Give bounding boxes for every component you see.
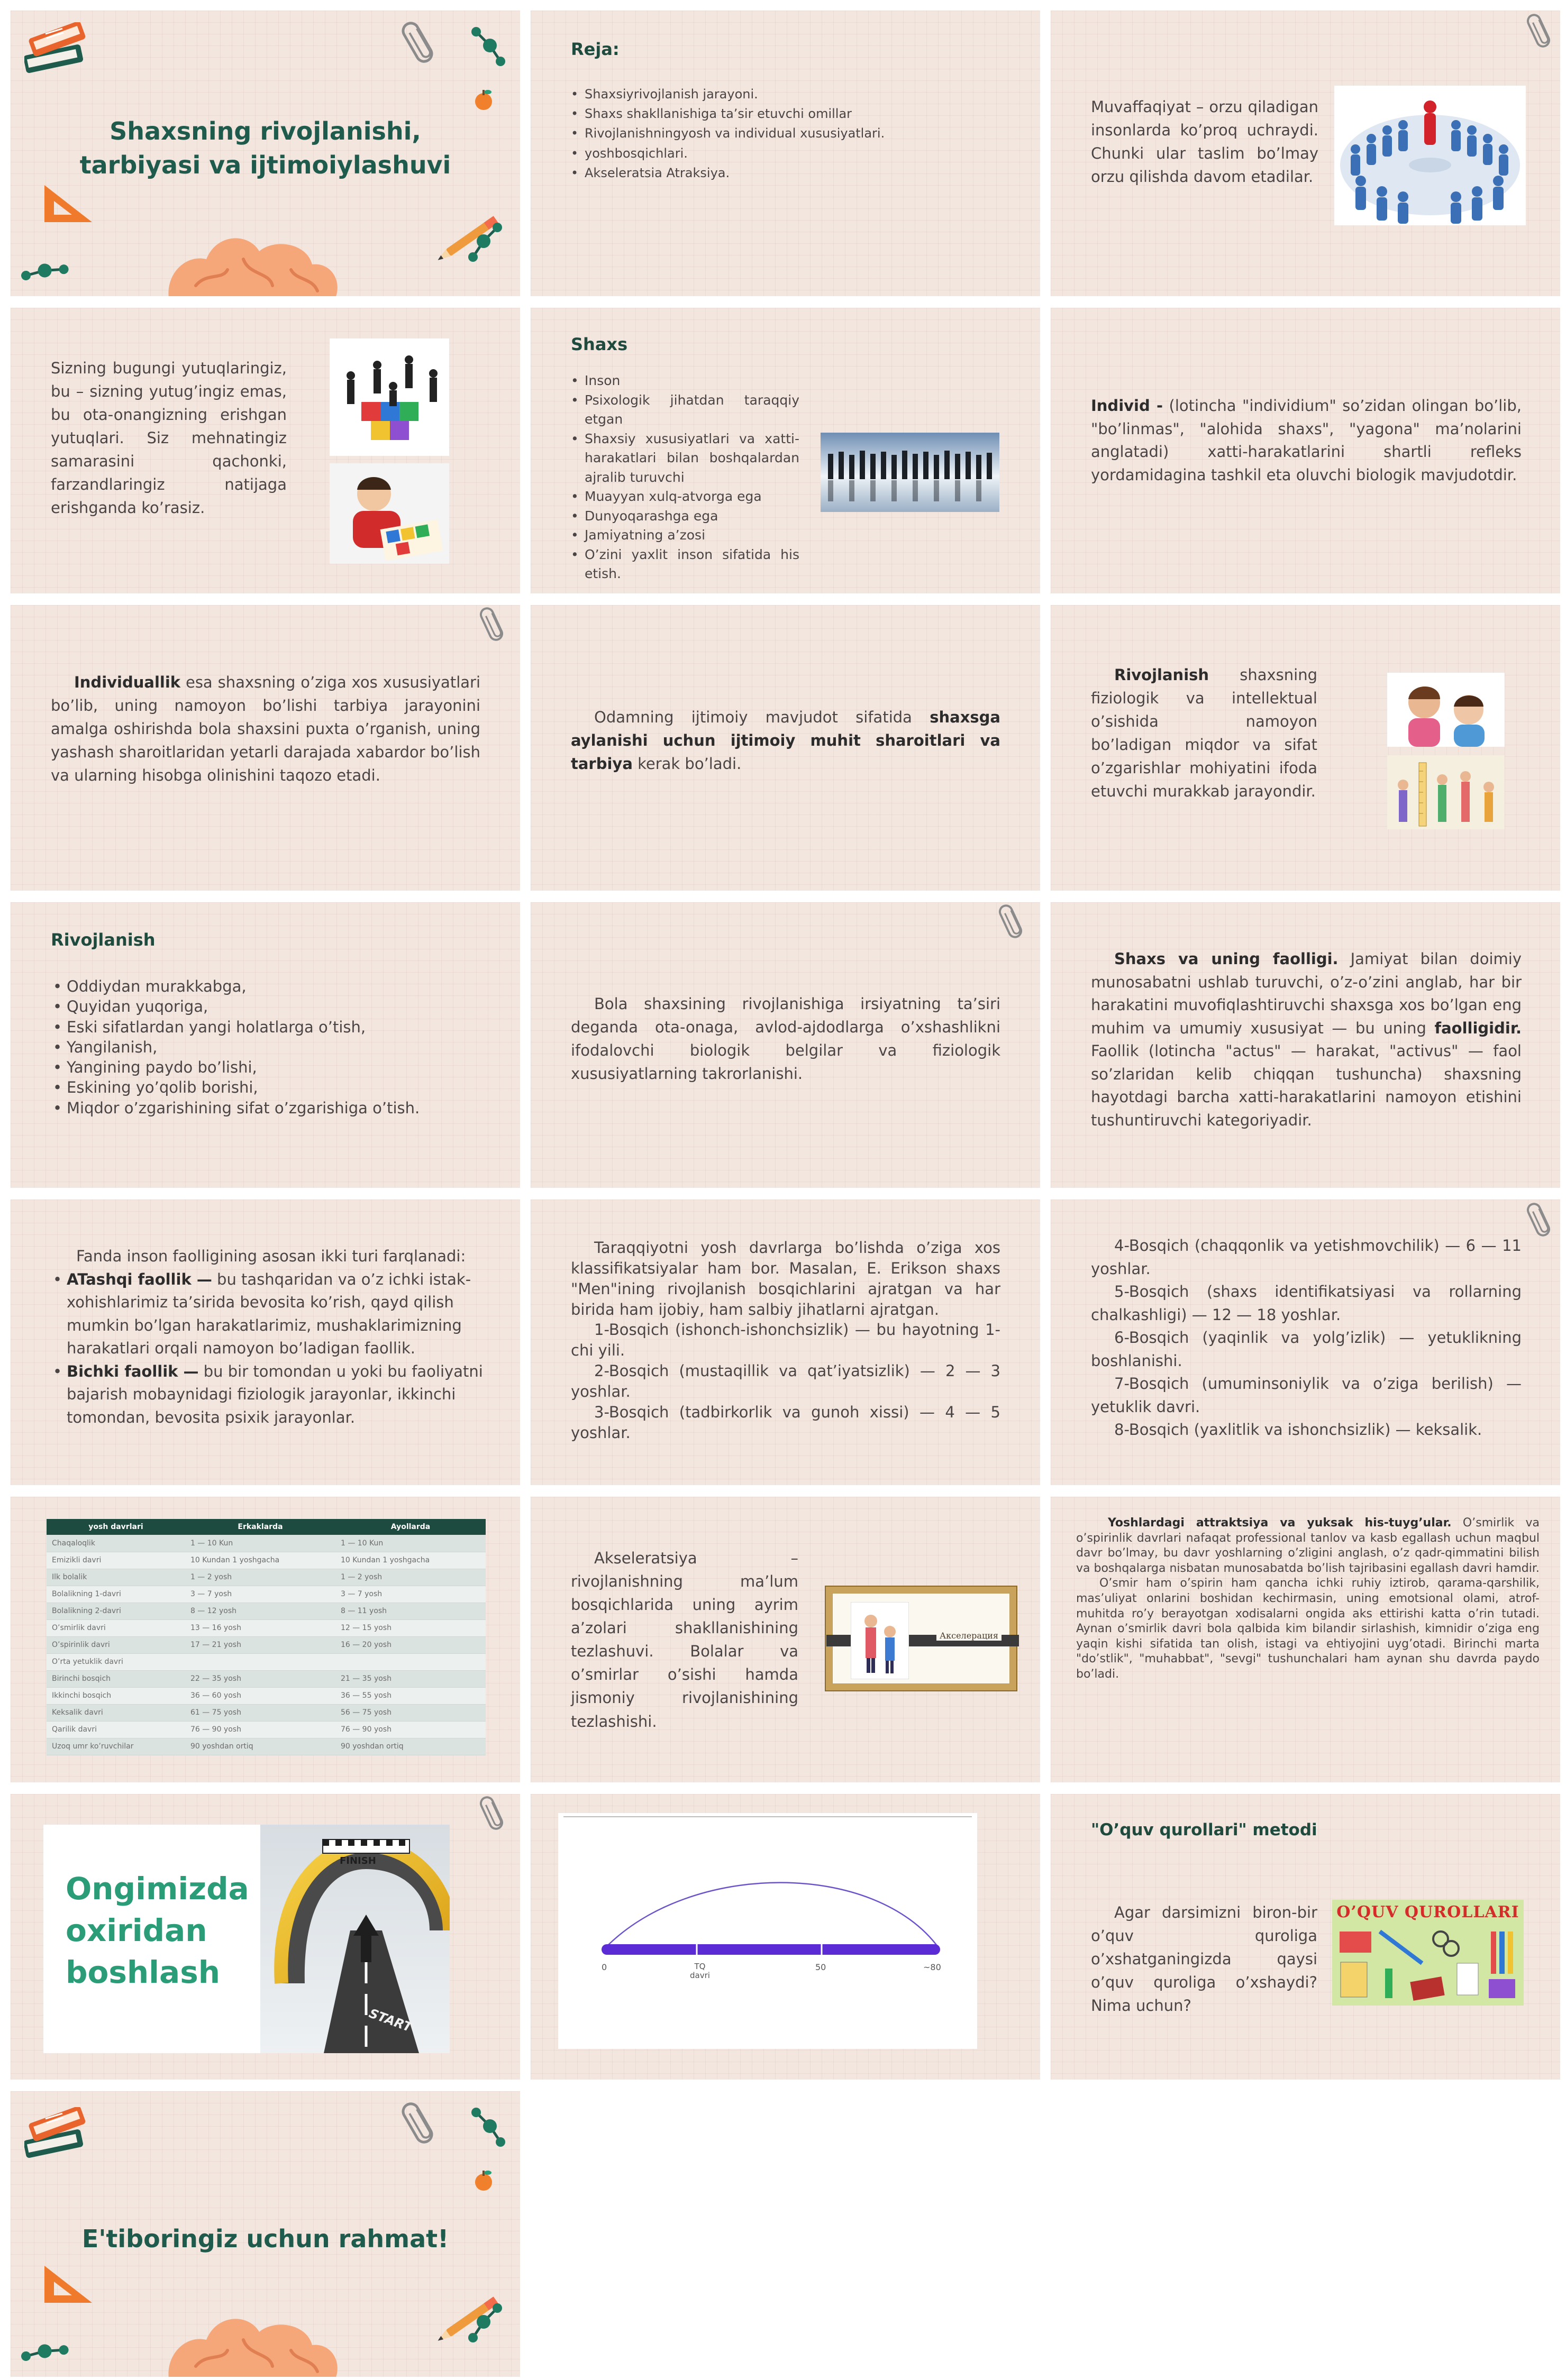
growth-illustration xyxy=(1387,755,1505,829)
ruler-icon xyxy=(44,185,97,227)
shaxs-item: • Dunyoqarashga ega xyxy=(571,507,799,526)
timeline-label: TQ davri xyxy=(690,1962,710,1980)
molecule-icon xyxy=(21,2324,74,2377)
timeline-label: 0 xyxy=(602,1962,607,1972)
attraction-text-1: O’smirlik va o’spirinlik davrlari nafaqat professional tanlov va kasb egallash uchun maqbul davr bo’lmay, bu davr yoshlarning o’zligini anglash, o’z qadr-qimmatini bilish va boshqalarga nisbatan munosabatda bo’lish tajribasini egallash davri hamdir. xyxy=(1076,1516,1540,1575)
rivojlanish-item: • Yangilanish, xyxy=(53,1037,487,1057)
silhouettes-illustration xyxy=(821,433,999,512)
table-row xyxy=(47,1569,486,1586)
rivojlanish-def-text xyxy=(1091,663,1317,803)
individuallik-term: Individuallik xyxy=(74,673,181,691)
books-icon xyxy=(24,2107,98,2165)
table-cell: 1 — 10 Kun xyxy=(335,1535,486,1552)
slide-shaxs xyxy=(531,308,1040,593)
table-cell: 36 — 55 yosh xyxy=(335,1687,486,1704)
activity-type-item xyxy=(53,1268,487,1360)
heredity-text: Bola shaxsining rivojlanishiga irsiyatning ta’siri deganda ota-onaga, avlod-ajdodlarga o’xshashlikni ifodalovchi biologik belgilar va fiziologik xususiyatlarning takrorlanishi. xyxy=(571,995,1000,1083)
erikson-paragraph: 6-Bosqich (yaqinlik va yolg’izlik) — yetuklikning boshlanishi. xyxy=(1091,1329,1522,1370)
road-illustration xyxy=(260,1825,450,2053)
slide-erikson-2 xyxy=(1051,1200,1560,1485)
rivojlanish-list xyxy=(53,976,487,1118)
individ-text xyxy=(1091,395,1522,487)
paperclip-icon xyxy=(1524,1201,1552,1239)
erikson-paragraph: 8-Bosqich (yaxlitlik va ishonchsizlik) — keksalik. xyxy=(1114,1421,1482,1439)
title-line-1: Shaxsning rivojlanishi, xyxy=(110,117,421,145)
table-cell: 61 — 75 yosh xyxy=(185,1704,335,1721)
table-cell: 10 Kundan 1 yoshgacha xyxy=(335,1552,486,1569)
table-cell: 13 — 16 yosh xyxy=(185,1619,335,1636)
slide-study-tools xyxy=(1051,1794,1560,2080)
slide-begin-with-end xyxy=(11,1794,520,2080)
timeline-label: 50 xyxy=(815,1962,826,1972)
table-cell: 1 — 2 yosh xyxy=(185,1569,335,1586)
table-cell: O’spirinlik davri xyxy=(47,1636,185,1653)
children-image xyxy=(1387,673,1505,747)
acceleration-frame-label: Акселерация xyxy=(936,1631,1001,1641)
puzzle-illustration xyxy=(330,338,449,456)
molecule-icon xyxy=(21,243,74,296)
motto-line: boshlash xyxy=(66,1954,221,1990)
rivojlanish-item: • Miqdor o’zgarishining sifat o’zgarishiga o’tish. xyxy=(53,1098,487,1118)
motto-line: oxiridan xyxy=(66,1912,207,1948)
frame-inner xyxy=(832,1593,1010,1684)
rivojlanish-item: • Eski sifatlardan yangi holatlarga o’tish, xyxy=(53,1017,487,1037)
molecule-icon xyxy=(460,217,513,275)
table-cell: 10 Kundan 1 yoshgacha xyxy=(185,1552,335,1569)
finish-label: FINISH xyxy=(340,1855,376,1866)
motto-line: Ongimizda xyxy=(66,1871,249,1907)
activity-type-item xyxy=(53,1360,487,1430)
shaxs-heading: Shaxs xyxy=(571,334,628,354)
attraction-title: Yoshlardagi attraktsiya va yuksak his-tuyg’ular. xyxy=(1108,1516,1452,1530)
erikson-paragraph: 7-Bosqich (umuminsoniylik va o’ziga berilish) — yetuklik davri. xyxy=(1091,1375,1522,1416)
table-cell xyxy=(185,1653,335,1670)
shaxs-item: • Shaxsiy xususiyatlari va xatti-harakatlari bilan boshqalardan ajralib turuvchi xyxy=(571,429,799,488)
table-cell: 1 — 2 yosh xyxy=(335,1569,486,1586)
plan-item: • Shaxsiyrivojlanish jarayoni. xyxy=(571,85,1005,104)
shaxs-list xyxy=(571,371,799,584)
erikson-paragraph: 1-Bosqich (ishonch-ishonchsizlik) — bu hayotning 1-chi yili. xyxy=(571,1321,1000,1360)
paperclip-icon xyxy=(996,902,1024,940)
paperclip-icon xyxy=(398,2099,436,2147)
slide-timeline xyxy=(531,1794,1040,2080)
activity-types-text xyxy=(53,1245,487,1429)
rivojlanish-term: Rivojlanish xyxy=(1114,666,1209,684)
books-icon xyxy=(24,22,98,80)
success-text: Muvaffaqiyat – orzu qiladigan insonlarda ko’proq uchraydi. Chunki ular taslim bo’lmay orzu qilishda davom etadilar. xyxy=(1091,98,1318,186)
table-cell: 17 — 21 yosh xyxy=(185,1636,335,1653)
table-cell: 90 yoshdan ortiq xyxy=(185,1738,335,1755)
erikson-paragraph: 2-Bosqich (mustaqillik va qat’iyatsizlik) — 2 — 3 yoshlar. xyxy=(571,1362,1000,1401)
timeline-bar xyxy=(602,1944,940,1955)
age-table-container xyxy=(47,1519,486,1755)
table-cell: 12 — 15 yosh xyxy=(335,1619,486,1636)
presentation-title xyxy=(11,114,520,182)
slide-achievements xyxy=(11,308,520,593)
acceleration-frame xyxy=(825,1586,1017,1691)
slide-social-being xyxy=(531,605,1040,891)
molecule-icon xyxy=(466,21,513,74)
table-cell: 1 — 10 Kun xyxy=(185,1535,335,1552)
individ-definition: (lotincha "individium" so’zidan olingan bo’lib, "bo’linmas", "alohida shaxs", "yagona" ma’nolarini anglatadi) xatti-harakatlarini shartli refleks yordamidagina tashkil eta oluvchi biologik mavjudotdir. xyxy=(1091,397,1522,484)
table-cell: 76 — 90 yosh xyxy=(185,1721,335,1738)
study-tools-question: Agar darsimizni biron-bir o’quv quroliga o’xshatganingizda qaysi o’quv quroliga o’xshaydi? Nima uchun? xyxy=(1091,1903,1317,2015)
table-cell: 8 — 12 yosh xyxy=(185,1603,335,1619)
table-header: Ayollarda xyxy=(335,1519,486,1535)
table-row xyxy=(47,1738,486,1755)
paperclip-icon xyxy=(477,1794,505,1832)
table-cell: 16 — 20 yosh xyxy=(335,1636,486,1653)
table-cell: Qarilik davri xyxy=(47,1721,185,1738)
table-cell: Keksalik davri xyxy=(47,1704,185,1721)
table-cell: Chaqaloqlik xyxy=(47,1535,185,1552)
rivojlanish-heading: Rivojlanish xyxy=(51,930,156,950)
rivojlanish-definition: shaxsning fiziologik va intellektual o’sishida namoyon bo’ladigan miqdor va sifat o’zgarishlar mohiyatini ifoda etuvchi murakkab jarayondir. xyxy=(1091,666,1317,801)
table-header: yosh davrlari xyxy=(47,1519,185,1535)
slide-activity-types xyxy=(11,1200,520,1485)
table-cell: Bolalikning 2-davri xyxy=(47,1603,185,1619)
table-cell xyxy=(335,1653,486,1670)
slide-individuallik xyxy=(11,605,520,891)
activity-text-part1: Jamiyat bilan doimiy munosabatni ushlab turuvchi, o’z-o’zini anglab, har bir harakatini muvofiqlashtiruvchi shaxsga xos bo’lgan eng muhim va umumiy xususiyat — bu uning xyxy=(1091,950,1522,1037)
erikson-paragraph: 4-Bosqich (chaqqonlik va yetishmovchilik) — 6 — 11 yoshlar. xyxy=(1091,1237,1522,1278)
table-cell: Bolalikning 1-davri xyxy=(47,1586,185,1603)
activity-types-intro: Fanda inson faolligining asosan ikki turi farqlanadi: xyxy=(76,1247,466,1265)
internal-activity-term: Bichki faollik — xyxy=(67,1362,199,1380)
timeline-card xyxy=(558,1813,977,2049)
external-activity-term: ATashqi faollik — xyxy=(67,1270,212,1288)
age-periods-table xyxy=(47,1519,486,1755)
slide-title xyxy=(11,11,520,296)
slide-individ xyxy=(1051,308,1560,593)
erikson-paragraph: Taraqqiyotni yosh davrlarga bo’lishda o’ziga xos klassifikatsiyalar ham bor. Masalan, E. Erikson shaxs "Men"ining rivojlanish bosqichlarini ajratgan va har birida ham ijobiy, ham salbiy jihatlarni ajratgan. xyxy=(571,1239,1000,1319)
plan-item: • Rivojlanishningyosh va individual xususiyatlari. xyxy=(571,124,1005,143)
slide-attraction xyxy=(1051,1497,1560,1782)
social-being-bold: shaxsga aylanishi uchun ijtimoiy muhit sharoitlari va tarbiya xyxy=(571,708,1000,773)
slide-age-table xyxy=(11,1497,520,1782)
individ-term: Individ - xyxy=(1091,397,1163,415)
thanks-title: E'tiboringiz uchun rahmat! xyxy=(81,2225,449,2253)
height-growth-image xyxy=(1387,755,1505,829)
slide-thanks xyxy=(11,2091,520,2377)
study-tools-image xyxy=(1332,1900,1524,2006)
table-cell: Uzoq umr ko’ruvchilar xyxy=(47,1738,185,1755)
slide-success xyxy=(1051,11,1560,296)
table-cell: 90 yoshdan ortiq xyxy=(335,1738,486,1755)
ruler-icon xyxy=(44,2266,97,2308)
apple-icon xyxy=(475,2171,496,2192)
crowd-image xyxy=(1334,86,1526,225)
slide-acceleration xyxy=(531,1497,1040,1782)
table-cell: O’rta yetuklik davri xyxy=(47,1653,185,1670)
begin-with-end-text xyxy=(66,1868,249,1993)
table-cell: 36 — 60 yosh xyxy=(185,1687,335,1704)
life-arc xyxy=(605,1883,939,1949)
social-being-text xyxy=(571,706,1000,775)
rivojlanish-item: • Quyidan yuqoriga, xyxy=(53,996,487,1017)
erikson-paragraph: 3-Bosqich (tadbirkorlik va gunoh xissi) — 4 — 5 yoshlar. xyxy=(571,1403,1000,1442)
plan-list xyxy=(571,85,1005,183)
table-cell: Emizikli davri xyxy=(47,1552,185,1569)
table-row xyxy=(47,1535,486,1552)
attraction-paragraph xyxy=(1076,1516,1540,1576)
start-label: START xyxy=(367,2006,414,2035)
boy-girl-picture xyxy=(851,1602,909,1679)
crowd-illustration xyxy=(1334,86,1526,225)
attraction-paragraph: O’smir ham o’spirin ham qancha ichki ruhiy iztirob, qarama-qarshilik, mas’uliyat onlarini boshidan kechirmasin, uning emotsional olami, atrof-muhitda ro’y berayotgan xodisalarni ongida aks ettirishi katta o’rin tutadi. Aynan o’smirlik davri bola qalbida kim bilandir sirlashish, kimnidir o’ziga eng yaqin kishi sifatida tan olish, istagi va ehtiyojini uyg’otadi. Birinchi marta "do’stlik", "muhabbat", "sevgi" tushunchalari ham aynan shu davrda paydo bo’ladi. xyxy=(1076,1577,1540,1681)
paperclip-icon xyxy=(477,605,505,643)
shaxs-item: • Muayyan xulq-atvorga ega xyxy=(571,487,799,507)
table-row xyxy=(47,1653,486,1670)
attraction-text xyxy=(1076,1516,1540,1682)
title-line-2: tarbiyasi va ijtimoiylashuvi xyxy=(79,151,451,180)
erikson-stages-2 xyxy=(1091,1234,1522,1442)
brain-icon xyxy=(164,222,344,296)
slide-activity xyxy=(1051,902,1560,1188)
social-being-post: kerak bo’ladi. xyxy=(632,755,742,773)
molecule-icon xyxy=(466,2102,513,2155)
table-cell: 76 — 90 yosh xyxy=(335,1721,486,1738)
table-row xyxy=(47,1586,486,1603)
table-cell: Ikkinchi bosqich xyxy=(47,1687,185,1704)
table-cell: Birinchi bosqich xyxy=(47,1670,185,1687)
table-cell: 3 — 7 yosh xyxy=(185,1586,335,1603)
table-cell: O’smirlik davri xyxy=(47,1619,185,1636)
table-row xyxy=(47,1619,486,1636)
child-illustration xyxy=(330,463,449,564)
table-cell: 21 — 35 yosh xyxy=(335,1670,486,1687)
child-puzzle-image xyxy=(330,463,449,564)
puzzle-people-image xyxy=(330,338,449,456)
slide-erikson-1 xyxy=(531,1200,1040,1485)
plan-heading: Reja: xyxy=(571,39,620,59)
study-tools-heading: "O’quv qurollari" metodi xyxy=(1091,1820,1317,1839)
silhouettes-image xyxy=(821,433,999,512)
table-row xyxy=(47,1687,486,1704)
activity-text xyxy=(1091,948,1522,1132)
activity-types-list xyxy=(53,1268,487,1430)
shaxs-item: • Psixologik jihatdan taraqqiy etgan xyxy=(571,391,799,429)
individuallik-text xyxy=(51,671,480,787)
children-illustration xyxy=(1387,673,1505,747)
table-row xyxy=(47,1636,486,1653)
brain-icon xyxy=(164,2303,344,2377)
table-cell: 22 — 35 yosh xyxy=(185,1670,335,1687)
timeline-label: ~80 xyxy=(923,1962,941,1972)
rivojlanish-item: • Eskining yo’qolib borishi, xyxy=(53,1077,487,1097)
plan-item: • yoshbosqichlari. xyxy=(571,144,1005,163)
begin-with-end-card xyxy=(43,1825,450,2053)
study-tools-illustration xyxy=(1332,1900,1524,2006)
shaxs-item: • Jamiyatning a’zosi xyxy=(571,526,799,545)
shaxs-item: • Inson xyxy=(571,371,799,391)
plan-item: • Shaxs shakllanishiga ta’sir etuvchi omillar xyxy=(571,104,1005,124)
slide-heredity xyxy=(531,902,1040,1188)
internal-activity-text: bu bir tomondan u yoki bu faoliyatni bajarish mobaynidagi fiziologik jarayonlar, ikkinchi tomondan, bevosita psixik jarayonlar. xyxy=(67,1362,483,1426)
table-body xyxy=(47,1535,486,1755)
social-being-pre: Odamning ijtimoiy mavjudot sifatida xyxy=(594,708,930,726)
table-row xyxy=(47,1603,486,1619)
table-row xyxy=(47,1704,486,1721)
slide-rivojlanish-def xyxy=(1051,605,1560,891)
table-row xyxy=(47,1552,486,1569)
rivojlanish-item: • Yangining paydo bo’lishi, xyxy=(53,1057,487,1077)
paperclip-icon xyxy=(1524,12,1552,50)
rivojlanish-item: • Oddiydan murakkabga, xyxy=(53,976,487,996)
apple-icon xyxy=(475,90,496,111)
slide-plan xyxy=(531,11,1040,296)
study-tools-image-title: O’QUV QUROLLARI xyxy=(1336,1903,1519,1921)
erikson-stages-1 xyxy=(571,1238,1000,1443)
table-row xyxy=(47,1670,486,1687)
achievements-text: Sizning bugungi yutuqlaringiz, bu – sizning yutug’ingiz emas, bu ota-onangizning erishgan yutuqlari. Siz mehnatingiz samarasini qachonki, farzandlaringiz natijaga erishganda ko’rasiz. xyxy=(51,359,287,517)
timeline-diagram xyxy=(558,1813,977,2049)
shaxs-item: • O’zini yaxlit inson sifatida his etish. xyxy=(571,545,799,584)
individuallik-definition: esa shaxsning o’ziga xos xususiyatlari bo’lib, uning namoyon bo’lishi tarbiya jarayonini amalga oshirishda bola shaxsini puxta o’rganish, uning yashash sharoitlaridan yetarli darajada xabardor bo’lish va ularning hisobga olinishini taqozo etadi. xyxy=(51,673,480,785)
table-row xyxy=(47,1721,486,1738)
plan-item: • Akseleratsia Atraksiya. xyxy=(571,163,1005,183)
activity-term: faolligidir. xyxy=(1434,1019,1522,1037)
table-cell: 8 — 11 yosh xyxy=(335,1603,486,1619)
table-header: Erkaklarda xyxy=(185,1519,335,1535)
table-cell: Ilk bolalik xyxy=(47,1569,185,1586)
paperclip-icon xyxy=(398,19,436,66)
table-cell: 3 — 7 yosh xyxy=(335,1586,486,1603)
external-activity-text: bu tashqaridan va o’z ichki istak-xohishlarimiz ta’sirida bevosita ko’rish, qayd qilish mumkin bo’lgan harakatlarimiz, mushaklarimizning harakatlari orqali namoyon bo’ladigan faollik. xyxy=(67,1270,471,1357)
activity-text-part2: Faollik (lotincha "actus" — harakat, "activus" — faol so’zlaridan kelib chiqqan tushuncha) shaxsning hayotdagi barcha xatti-harakatlarini namoyon etishini tushuntiruvchi kategoriyadir. xyxy=(1091,1042,1522,1129)
slide-rivojlanish-list xyxy=(11,902,520,1188)
table-cell: 56 — 75 yosh xyxy=(335,1704,486,1721)
acceleration-text: Akseleratsiya – rivojlanishning ma’lum bosqichlarida uning ayrim a’zolari shakllanishining tezlashuvi. Bolalar va o’smirlar o’sishi hamda jismoniy rivojlanishining tezlashishi. xyxy=(571,1549,798,1731)
molecule-icon xyxy=(460,2297,513,2356)
erikson-paragraph: 5-Bosqich (shaxs identifikatsiyasi va rollarning chalkashligi) — 12 — 18 yoshlar. xyxy=(1091,1283,1522,1324)
activity-title: Shaxs va uning faolligi. xyxy=(1114,950,1339,968)
